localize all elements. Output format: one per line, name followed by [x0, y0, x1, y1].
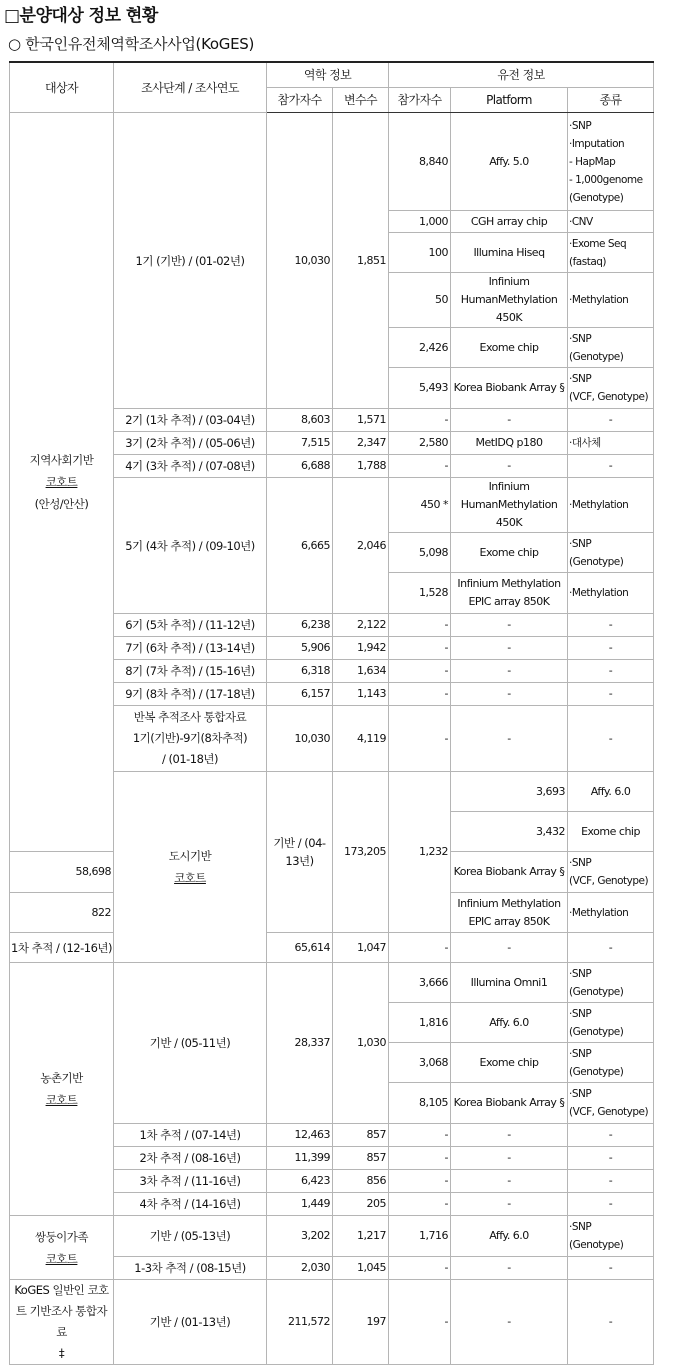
epi-n-cell: 5,906 — [267, 637, 333, 660]
epi-n-cell: 6,157 — [267, 683, 333, 706]
col-stage: 조사단계 / 조사연도 — [114, 62, 267, 113]
type-line: (Genotype) — [569, 985, 624, 998]
gen-n-cell: - — [389, 1257, 451, 1280]
type-cell — [568, 113, 654, 211]
platform-cell: - — [451, 1170, 568, 1193]
type-line: ·SNP — [569, 332, 592, 345]
type-cell — [568, 852, 654, 893]
type-line: ·SNP — [569, 1047, 592, 1060]
type-line: ·SNP — [569, 373, 592, 385]
type-cell: - — [568, 637, 654, 660]
gen-n-cell: 1,000 — [389, 211, 451, 233]
type-cell — [568, 368, 654, 409]
gen-n-cell: - — [389, 933, 451, 963]
epi-n-cell: 6,238 — [267, 614, 333, 637]
type-line: ·SNP — [569, 119, 592, 132]
epi-n-cell: 8,603 — [267, 409, 333, 432]
type-cell — [568, 1003, 654, 1043]
platform-cell: - — [451, 1280, 568, 1365]
gen-n-cell: 1,528 — [389, 573, 451, 614]
section-heading: □분양대상 정보 현황 — [4, 6, 158, 26]
vars-cell: 1,942 — [333, 637, 389, 660]
type-line: - HapMap — [569, 155, 616, 168]
gen-n-cell: 3,432 — [451, 812, 568, 852]
epi-n-cell: 65,614 — [267, 933, 333, 963]
gen-n-cell: 100 — [389, 233, 451, 273]
stage-line: 1기(기반)-9기(8차추적) — [132, 731, 248, 745]
stage-cell: 기반 / (01-13년) — [114, 1280, 267, 1365]
col-type: 종류 — [568, 88, 654, 113]
group-community — [10, 113, 114, 852]
gen-n-cell: - — [389, 1147, 451, 1170]
vars-cell: 857 — [333, 1147, 389, 1170]
type-cell — [568, 1083, 654, 1124]
type-cell: ·Methylation — [568, 273, 654, 328]
stage-cell: 4기 (3차 추적) / (07-08년) — [114, 455, 267, 478]
stage-cell: 기반 / (05-13년) — [114, 1216, 267, 1257]
type-cell: - — [568, 1170, 654, 1193]
type-cell: - — [568, 1193, 654, 1216]
platform-cell: Infinium HumanMethylation 450K — [451, 273, 568, 328]
platform-cell: - — [451, 660, 568, 683]
platform-cell: - — [451, 409, 568, 432]
type-line: ·Exome Seq — [569, 237, 627, 250]
gen-n-cell: 5,493 — [389, 368, 451, 409]
type-line: ·Imputation — [569, 137, 625, 150]
type-cell: - — [568, 455, 654, 478]
gen-n-cell: 1,716 — [389, 1216, 451, 1257]
platform-cell: Affy. 6.0 — [451, 1216, 568, 1257]
type-cell: ·Methylation — [568, 478, 654, 533]
platform-cell: Korea Biobank Array § — [451, 852, 568, 893]
group-twin — [10, 1216, 114, 1280]
epi-n-cell: 173,205 — [333, 772, 389, 933]
stage-cell: 기반 / (04-13년) — [267, 772, 333, 933]
epi-n-cell: 211,572 — [267, 1280, 333, 1365]
epi-n-cell: 3,202 — [267, 1216, 333, 1257]
epi-n-cell: 10,030 — [267, 706, 333, 772]
platform-cell: - — [451, 1147, 568, 1170]
col-epi-group: 역학 정보 — [267, 62, 389, 88]
type-cell: - — [568, 409, 654, 432]
vars-cell: 857 — [333, 1124, 389, 1147]
group-line: 코호트 — [45, 1093, 78, 1107]
vars-cell: 2,347 — [333, 432, 389, 455]
platform-cell: Exome chip — [568, 812, 654, 852]
gen-n-cell: 2,426 — [389, 328, 451, 368]
gen-n-cell: 5,098 — [389, 533, 451, 573]
epi-n-cell: 1,449 — [267, 1193, 333, 1216]
type-cell: - — [568, 1147, 654, 1170]
platform-cell: Affy. 5.0 — [451, 113, 568, 211]
data-table — [9, 61, 654, 1365]
gen-n-cell: 8,840 — [389, 113, 451, 211]
platform-cell: - — [451, 683, 568, 706]
stage-cell: 5기 (4차 추적) / (09-10년) — [114, 478, 267, 614]
type-cell: - — [568, 614, 654, 637]
platform-cell: Infinium HumanMethylation 450K — [451, 478, 568, 533]
type-line: (VCF, Genotype) — [569, 875, 649, 887]
type-cell — [568, 1043, 654, 1083]
vars-cell: 1,047 — [333, 933, 389, 963]
platform-cell: MetIDQ p180 — [451, 432, 568, 455]
vars-cell: 1,571 — [333, 409, 389, 432]
gen-n-cell: 1,816 — [389, 1003, 451, 1043]
type-cell: ·Methylation — [568, 893, 654, 933]
col-gen-group: 유전 정보 — [389, 62, 654, 88]
platform-cell: Exome chip — [451, 533, 568, 573]
epi-n-cell: 6,318 — [267, 660, 333, 683]
stage-cell: 6기 (5차 추적) / (11-12년) — [114, 614, 267, 637]
platform-cell: Korea Biobank Array § — [451, 1083, 568, 1124]
epi-n-cell: 6,688 — [267, 455, 333, 478]
platform-cell: - — [451, 1124, 568, 1147]
type-line: ·SNP — [569, 1088, 592, 1100]
group-line: 트 기반조사 통합자료 — [15, 1304, 108, 1339]
gen-n-cell: - — [389, 706, 451, 772]
epi-n-cell: 28,337 — [267, 963, 333, 1124]
type-cell: - — [568, 660, 654, 683]
group-line: 지역사회기반 — [29, 453, 94, 467]
type-line: (Genotype) — [569, 350, 624, 363]
platform-cell: - — [451, 1257, 568, 1280]
vars-cell: 1,851 — [333, 113, 389, 409]
vars-cell: 856 — [333, 1170, 389, 1193]
gen-n-cell: 450 * — [389, 478, 451, 533]
type-line: ·SNP — [569, 537, 592, 550]
platform-cell: - — [451, 455, 568, 478]
group-line: 코호트 — [45, 1251, 78, 1266]
stage-cell: 1기 (기반) / (01-02년) — [114, 113, 267, 409]
gen-n-cell: - — [389, 1280, 451, 1365]
platform-cell: CGH array chip — [451, 211, 568, 233]
col-platform: Platform — [451, 88, 568, 113]
type-cell: ·CNV — [568, 211, 654, 233]
platform-cell: - — [451, 614, 568, 637]
vars-cell: 2,046 — [333, 478, 389, 614]
gen-n-cell: - — [389, 637, 451, 660]
group-line: ‡ — [58, 1346, 65, 1360]
platform-cell: - — [451, 1193, 568, 1216]
vars-cell: 2,122 — [333, 614, 389, 637]
stage-cell: 7기 (6차 추적) / (13-14년) — [114, 637, 267, 660]
epi-n-cell: 10,030 — [267, 113, 333, 409]
type-line: (Genotype) — [569, 1025, 624, 1038]
gen-n-cell: - — [389, 660, 451, 683]
vars-cell: 1,045 — [333, 1257, 389, 1280]
col-epi-participants: 참가자수 — [267, 88, 333, 113]
vars-cell: 1,788 — [333, 455, 389, 478]
platform-cell: Infinium Methylation EPIC array 850K — [451, 573, 568, 614]
col-gen-participants: 참가자수 — [389, 88, 451, 113]
platform-cell: Affy. 6.0 — [451, 1003, 568, 1043]
stage-line: 반복 추적조사 통합자료 — [133, 710, 247, 724]
group-line: 도시기반 — [168, 849, 212, 863]
epi-n-cell: 11,399 — [267, 1147, 333, 1170]
gen-n-cell: - — [389, 1193, 451, 1216]
type-cell — [568, 963, 654, 1003]
stage-cell: 2기 (1차 추적) / (03-04년) — [114, 409, 267, 432]
stage-cell: 8기 (7차 추적) / (15-16년) — [114, 660, 267, 683]
stage-cell: 기반 / (05-11년) — [114, 963, 267, 1124]
type-line: (Genotype) — [569, 1239, 624, 1251]
group-line: 쌍둥이가족 — [34, 1229, 89, 1244]
gen-n-cell: 3,068 — [389, 1043, 451, 1083]
vars-cell: 1,634 — [333, 660, 389, 683]
type-cell: - — [568, 1257, 654, 1280]
col-subject: 대상자 — [10, 62, 114, 113]
gen-n-cell: - — [389, 1170, 451, 1193]
type-line: ·SNP — [569, 967, 592, 980]
type-cell: - — [568, 706, 654, 772]
gen-n-cell: - — [389, 683, 451, 706]
stage-line: / (01-18년) — [161, 752, 219, 766]
vars-cell: 4,119 — [333, 706, 389, 772]
stage-cell: 4차 추적 / (14-16년) — [114, 1193, 267, 1216]
col-epi-vars: 변수수 — [333, 88, 389, 113]
type-line: - 1,000genome — [569, 173, 643, 186]
platform-cell: Affy. 6.0 — [568, 772, 654, 812]
gen-n-cell: - — [389, 614, 451, 637]
gen-n-cell: 2,580 — [389, 432, 451, 455]
stage-cell: 9기 (8차 추적) / (17-18년) — [114, 683, 267, 706]
gen-n-cell: 58,698 — [10, 852, 114, 893]
gen-n-cell: 50 — [389, 273, 451, 328]
platform-cell: - — [451, 637, 568, 660]
stage-cell: 3차 추적 / (11-16년) — [114, 1170, 267, 1193]
type-cell: ·Methylation — [568, 573, 654, 614]
gen-n-cell: - — [389, 409, 451, 432]
section-subheading: ○ 한국인유전체역학조사사업(KoGES) — [8, 35, 255, 53]
group-line: 코호트 — [45, 475, 78, 489]
vars-cell: 1,143 — [333, 683, 389, 706]
vars-cell: 197 — [333, 1280, 389, 1365]
type-cell: - — [568, 683, 654, 706]
type-cell: - — [568, 933, 654, 963]
vars-cell: 205 — [333, 1193, 389, 1216]
gen-n-cell: 8,105 — [389, 1083, 451, 1124]
type-cell — [568, 233, 654, 273]
platform-cell: Exome chip — [451, 328, 568, 368]
platform-cell: Exome chip — [451, 1043, 568, 1083]
platform-cell: Korea Biobank Array § — [451, 368, 568, 409]
epi-n-cell: 6,423 — [267, 1170, 333, 1193]
type-line: (Genotype) — [569, 191, 624, 204]
type-cell — [568, 328, 654, 368]
vars-cell: 1,030 — [333, 963, 389, 1124]
gen-n-cell: 3,693 — [451, 772, 568, 812]
platform-cell: - — [451, 933, 568, 963]
group-line: (안성/안산) — [34, 497, 89, 511]
type-line: ·SNP — [569, 1007, 592, 1020]
group-rural — [10, 963, 114, 1216]
epi-n-cell: 12,463 — [267, 1124, 333, 1147]
type-line: (Genotype) — [569, 1065, 624, 1078]
type-cell — [568, 1216, 654, 1257]
gen-n-cell: - — [389, 1124, 451, 1147]
platform-cell: - — [451, 706, 568, 772]
vars-cell: 1,217 — [333, 1216, 389, 1257]
type-line: (Genotype) — [569, 555, 624, 568]
stage-cell: 1-3차 추적 / (08-15년) — [114, 1257, 267, 1280]
epi-n-cell: 2,030 — [267, 1257, 333, 1280]
type-cell: - — [568, 1124, 654, 1147]
stage-cell: 2차 추적 / (08-16년) — [114, 1147, 267, 1170]
type-line: ·SNP — [569, 1221, 592, 1233]
group-general — [10, 1280, 114, 1365]
group-urban — [114, 772, 267, 963]
platform-cell: Illumina Omni1 — [451, 963, 568, 1003]
gen-n-cell: 3,666 — [389, 963, 451, 1003]
stage-cell — [114, 706, 267, 772]
group-line: KoGES 일반인 코호 — [14, 1283, 109, 1297]
epi-n-cell: 6,665 — [267, 478, 333, 614]
type-line: ·SNP — [569, 857, 592, 869]
type-line: (VCF, Genotype) — [569, 1106, 649, 1118]
platform-cell: Illumina Hiseq — [451, 233, 568, 273]
type-cell: ·대사체 — [568, 432, 654, 455]
platform-cell: Infinium Methylation EPIC array 850K — [451, 893, 568, 933]
type-line: (fastaq) — [569, 255, 607, 268]
gen-n-cell: - — [389, 455, 451, 478]
stage-cell: 1차 추적 / (07-14년) — [114, 1124, 267, 1147]
type-cell: - — [568, 1280, 654, 1365]
stage-cell: 1차 추적 / (12-16년) — [10, 933, 114, 963]
type-line: (VCF, Genotype) — [569, 391, 649, 403]
stage-cell: 3기 (2차 추적) / (05-06년) — [114, 432, 267, 455]
vars-cell: 1,232 — [389, 772, 451, 933]
epi-n-cell: 7,515 — [267, 432, 333, 455]
type-cell — [568, 533, 654, 573]
gen-n-cell: 822 — [10, 893, 114, 933]
group-line: 농촌기반 — [40, 1071, 83, 1085]
group-line: 코호트 — [174, 871, 206, 885]
